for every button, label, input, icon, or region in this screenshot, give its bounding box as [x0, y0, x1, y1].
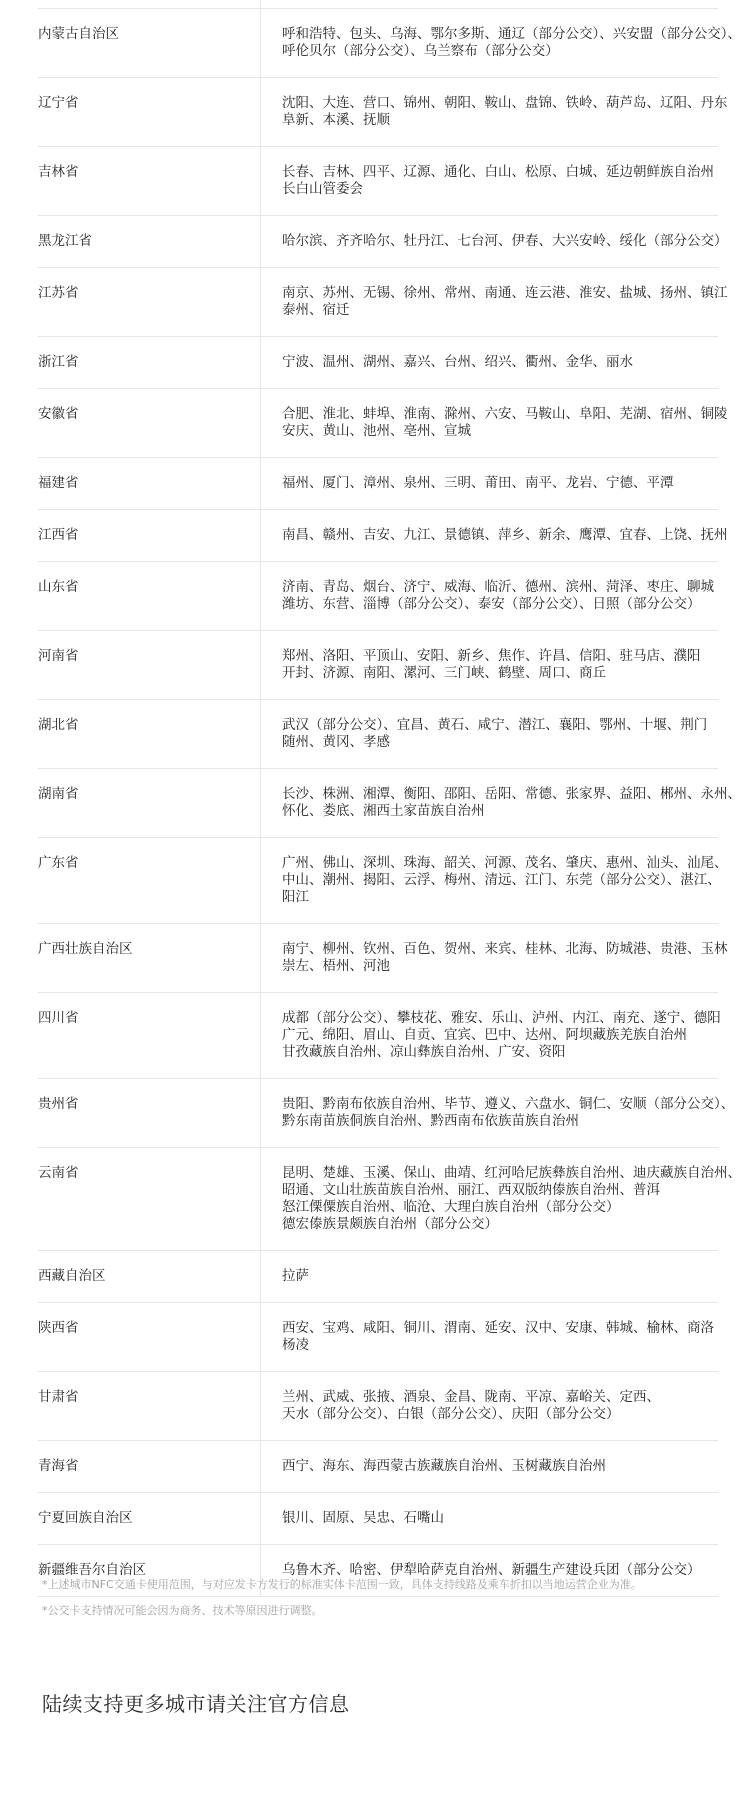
city-list [260, 1251, 718, 1302]
city-list-line: 广州、佛山、深圳、珠海、韶关、河源、茂名、肇庆、惠州、汕头、汕尾、 [282, 855, 728, 871]
city-list-line: 南宁、柳州、钦州、百色、贺州、来宾、桂林、北海、防城港、贵港、玉林 [282, 941, 728, 957]
city-list [260, 700, 718, 768]
city-list-line: 黔东南苗族侗族自治州、黔西南布依族苗族自治州 [282, 1113, 579, 1129]
province-name: 山东省 [38, 579, 79, 595]
city-list-line: 杨凌 [282, 1337, 309, 1353]
table-row [38, 1372, 718, 1441]
city-list-line: 呼伦贝尔（部分公交）、乌兰察布（部分公交） [282, 43, 559, 59]
city-list-line: 乌鲁木齐、哈密、伊犁哈萨克自治州、新疆生产建设兵团（部分公交） [282, 1562, 701, 1578]
city-list-line: 昭通、文山壮族苗族自治州、丽江、西双版纳傣族自治州、普洱 [282, 1182, 660, 1198]
city-list-line: 崇左、梧州、河池 [282, 958, 390, 974]
city-list [260, 838, 728, 923]
table-row [38, 337, 718, 389]
city-list [260, 216, 728, 267]
province-name: 安徽省 [38, 406, 79, 422]
city-list-line: 中山、潮州、揭阳、云浮、梅州、清远、江门、东莞（部分公交）、湛江、 [282, 872, 721, 888]
table-row [38, 1251, 718, 1303]
table-row [38, 1441, 718, 1493]
city-list [260, 268, 728, 336]
table-row [38, 838, 728, 924]
city-list-line: 潍坊、东营、淄博（部分公交）、泰安（部分公交）、日照（部分公交） [282, 596, 701, 612]
city-list [260, 993, 721, 1078]
city-list [260, 147, 718, 215]
city-list [260, 1079, 734, 1147]
footnote-adjustment: *公交卡支持情况可能会因为商务、技术等原因进行调整。 [42, 1604, 323, 1617]
province-name: 广东省 [38, 855, 79, 871]
city-list-line: 开封、济源、南阳、漯河、三门峡、鹤壁、周口、商丘 [282, 665, 606, 681]
province-name: 江苏省 [38, 285, 79, 301]
city-list-line: 南昌、赣州、吉安、九江、景德镇、萍乡、新余、鹰潭、宜春、上饶、抚州 [282, 527, 728, 543]
city-list-line: 德宏傣族景颇族自治州（部分公交） [282, 1216, 498, 1232]
table-row [38, 924, 728, 993]
province-name: 青海省 [38, 1458, 79, 1474]
province-name: 湖南省 [38, 786, 79, 802]
city-list [260, 510, 728, 561]
table-row [38, 510, 728, 562]
city-list [260, 1372, 718, 1440]
city-list-line: 拉萨 [282, 1268, 309, 1284]
supported-cities-table [38, 0, 741, 1597]
city-list-line: 南京、苏州、无锡、徐州、常州、南通、连云港、淮安、盐城、扬州、镇江 [282, 285, 728, 301]
city-list-line: 银川、固原、吴忠、石嘴山 [282, 1510, 444, 1526]
table-row [38, 993, 721, 1079]
province-name: 浙江省 [38, 354, 79, 370]
table-row [38, 1303, 718, 1372]
table-row [38, 216, 728, 268]
city-list-line: 天水（部分公交）、白银（部分公交）、庆阳（部分公交） [282, 1406, 620, 1422]
city-list [260, 769, 741, 837]
city-list [260, 1441, 718, 1492]
city-list-line: 随州、黄冈、孝感 [282, 734, 390, 750]
province-name: 辽宁省 [38, 95, 79, 111]
table-row [38, 458, 718, 510]
city-list-line: 兰州、武威、张掖、酒泉、金昌、陇南、平凉、嘉峪关、定西、 [282, 1389, 660, 1405]
city-list-line: 怒江傈僳族自治州、临沧、大理白族自治州（部分公交） [282, 1199, 620, 1215]
province-name: 贵州省 [38, 1096, 79, 1112]
province-name: 吉林省 [38, 164, 79, 180]
city-list [260, 1148, 741, 1250]
city-list-line: 哈尔滨、齐齐哈尔、牡丹江、七台河、伊春、大兴安岭、绥化（部分公交） [282, 233, 728, 249]
city-list-line: 长白山管委会 [282, 181, 363, 197]
table-body [38, 9, 741, 1597]
city-list-line: 武汉（部分公交）、宜昌、黄石、咸宁、潜江、襄阳、鄂州、十堰、荆门 [282, 717, 708, 733]
city-list [260, 389, 728, 457]
city-list-line: 阳江 [282, 889, 309, 905]
city-list-line: 西安、宝鸡、咸阳、铜川、渭南、延安、汉中、安康、韩城、榆林、商洛 [282, 1320, 714, 1336]
city-list [260, 9, 741, 77]
city-list-line: 宁波、温州、湖州、嘉兴、台州、绍兴、衢州、金华、丽水 [282, 354, 633, 370]
footnote-usage-scope: *上述城市NFC交通卡使用范围，与对应发卡方发行的标准实体卡范围一致，具体支持线路及乘车折扣以当地运营企业为准。 [42, 1578, 642, 1591]
province-name: 广西壮族自治区 [38, 941, 133, 957]
city-list [260, 78, 728, 146]
province-name: 宁夏回族自治区 [38, 1510, 133, 1526]
province-name: 西藏自治区 [38, 1268, 106, 1284]
province-name: 河南省 [38, 648, 79, 664]
province-name: 湖北省 [38, 717, 79, 733]
province-name: 内蒙古自治区 [38, 26, 119, 42]
city-list-line: 西宁、海东、海西蒙古族藏族自治州、玉树藏族自治州 [282, 1458, 606, 1474]
table-row [38, 1493, 718, 1545]
city-list [260, 1303, 718, 1371]
more-cities-heading: 陆续支持更多城市请关注官方信息 [42, 1692, 350, 1716]
city-list-line: 贵阳、黔南布依族自治州、毕节、遵义、六盘水、铜仁、安顺（部分公交）、 [282, 1096, 735, 1112]
city-list-line: 长春、吉林、四平、辽源、通化、白山、松原、白城、延边朝鲜族自治州 [282, 164, 714, 180]
table-row [38, 700, 718, 769]
table-row [38, 9, 741, 78]
table-row [38, 78, 728, 147]
city-list-line: 济南、青岛、烟台、济宁、威海、临沂、德州、滨州、菏泽、枣庄、聊城 [282, 579, 714, 595]
province-name: 甘肃省 [38, 1389, 79, 1405]
city-list-line: 甘孜藏族自治州、凉山彝族自治州、广安、资阳 [282, 1044, 566, 1060]
footnotes [42, 1578, 732, 1630]
city-list-line: 广元、绵阳、眉山、自贡、宜宾、巴中、达州、阿坝藏族羌族自治州 [282, 1027, 687, 1043]
city-list-line: 郑州、洛阳、平顶山、安阳、新乡、焦作、许昌、信阳、驻马店、濮阳 [282, 648, 701, 664]
province-name: 陕西省 [38, 1320, 79, 1336]
city-list-line: 合肥、淮北、蚌埠、淮南、滁州、六安、马鞍山、阜阳、芜湖、宿州、铜陵 [282, 406, 728, 422]
province-name: 江西省 [38, 527, 79, 543]
table-row [38, 631, 718, 700]
city-list [260, 458, 718, 509]
city-list-line: 安庆、黄山、池州、亳州、宣城 [282, 423, 471, 439]
city-list-line: 福州、厦门、漳州、泉州、三明、莆田、南平、龙岩、宁德、平潭 [282, 475, 674, 491]
city-list [260, 562, 718, 630]
city-list-line: 呼和浩特、包头、乌海、鄂尔多斯、通辽（部分公交）、兴安盟（部分公交）、 [282, 26, 741, 42]
table-row [38, 562, 718, 631]
city-list-line: 长沙、株洲、湘潭、衡阳、邵阳、岳阳、常德、张家界、益阳、郴州、永州、 [282, 786, 741, 802]
city-list [260, 924, 728, 992]
province-name: 新疆维吾尔自治区 [38, 1562, 146, 1578]
city-list [260, 337, 718, 388]
table-row [38, 1148, 741, 1251]
city-list-line: 昆明、楚雄、玉溪、保山、曲靖、红河哈尼族彝族自治州、迪庆藏族自治州、 [282, 1165, 741, 1181]
table-row [38, 268, 728, 337]
table-row [38, 147, 718, 216]
table-row [38, 769, 741, 838]
city-list-line: 成都（部分公交）、攀枝花、雅安、乐山、泸州、内江、南充、遂宁、德阳 [282, 1010, 721, 1026]
table-top-edge [38, 0, 718, 9]
province-name: 福建省 [38, 475, 79, 491]
city-list [260, 631, 718, 699]
city-list-line: 泰州、宿迁 [282, 302, 350, 318]
table-row [38, 389, 728, 458]
city-list [260, 1493, 718, 1544]
table-row [38, 1079, 735, 1148]
province-name: 黑龙江省 [38, 233, 92, 249]
city-list-line: 怀化、娄底、湘西土家苗族自治州 [282, 803, 485, 819]
city-list-line: 阜新、本溪、抚顺 [282, 112, 390, 128]
province-name: 四川省 [38, 1010, 79, 1026]
city-list-line: 沈阳、大连、营口、锦州、朝阳、鞍山、盘锦、铁岭、葫芦岛、辽阳、丹东 [282, 95, 728, 111]
province-name: 云南省 [38, 1165, 79, 1181]
